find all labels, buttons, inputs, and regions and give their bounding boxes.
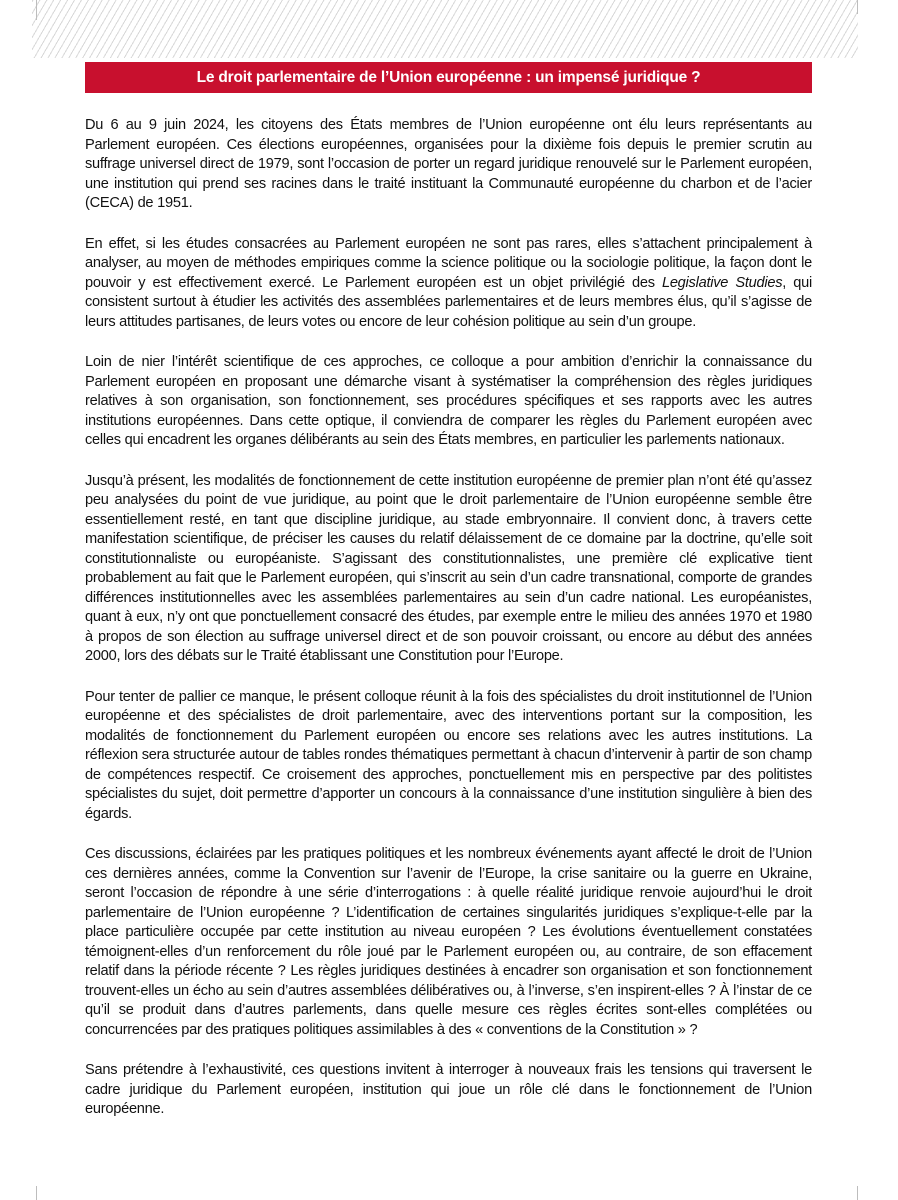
page-title-banner — [85, 62, 812, 93]
document-body — [85, 116, 812, 1141]
paragraph-4: Jusqu’à présent, les modalités de fonctionnement de cette institution européenne de premier plan n’ont été qu’assez peu analysées du point de vue juridique, au point que le droit parlementaire de l’Union européenne semble être essentiellement resté, en tant que discipline juridique, au stade embryonnaire. Il convient donc, à travers cette manifestation scientifique, de préciser les causes du relatif délaissement de ce domaine par la doctrine, qu’elle soit constitutionnaliste ou européaniste. S’agissant des constitutionnalistes, une première clé explicative tient probablement au fait que le Parlement européen, qui s’inscrit au sein d’un cadre transnational, comporte de grandes différences institutionnelles avec les assemblées parlementaires au sein d’un cadre national. Les européanistes, quant à eux, n’y ont que ponctuellement consacré des études, par exemple entre le milieu des années 1970 et 1980 à propos de son élection au suffrage universel direct et de son pouvoir croissant, ou encore au début des années 2000, lors des débats sur le Traité établissant une Constitution pour l’Europe. — [85, 472, 812, 664]
paragraph-5: Pour tenter de pallier ce manque, le présent colloque réunit à la fois des spécialistes du droit institutionnel de l’Union européenne et des spécialistes de droit parlementaire, avec des interventions portant sur la composition, les modalités de fonctionnement du Parlement européen ou encore ses relations avec les autres institutions. La réflexion sera structurée autour de tables rondes thématiques permettant à chacun d’intervenir à partir de son champ de compétences respectif. Ce croisement des approches, ponctuellement mis en perspective par des politistes spécialistes du sujet, doit permettre d’apporter un concours à la connaissance d’une institution singulière à bien des égards. — [85, 688, 812, 822]
page-title: Le droit parlementaire de l’Union européenne : un impensé juridique ? — [196, 68, 701, 86]
decorative-hatch-band — [32, 0, 858, 58]
paragraph-3: Loin de nier l’intérêt scientifique de ces approches, ce colloque a pour ambition d’enrichir la connaissance du Parlement européen en proposant une démarche visant à systématiser la compréhension des règles juridiques relatives à son organisation, son fonctionnement, ses procédures spécifiques et ses rapports avec les autres institutions européennes. Dans cette optique, il conviendra de comparer les règles du Parlement européen avec celles qui encadrent les organes délibérants au sein des États membres, en particulier les parlements nationaux. — [85, 354, 812, 448]
paragraph-1: Du 6 au 9 juin 2024, les citoyens des États membres de l’Union européenne ont élu leurs représentants au Parlement européen. Ces élections européennes, organisées pour la dixième fois depuis le premier scrutin au suffrage universel direct de 1979, sont l’occasion de porter un regard juridique renouvelé sur le Parlement européen, une institution qui prend ses racines dans le traité instituant la Communauté européenne du charbon et de l’acier (CECA) de 1951. — [85, 117, 812, 211]
paragraph-7: Sans prétendre à l’exhaustivité, ces questions invitent à interroger à nouveaux frais les tensions qui traversent le cadre juridique du Parlement européen, institution qui joue un rôle clé dans le fonctionnement de l’Union européenne. — [85, 1062, 812, 1117]
crop-mark-bottom-right — [857, 1186, 858, 1200]
crop-mark-top-right — [857, 0, 858, 14]
crop-mark-top-left — [36, 0, 37, 20]
paragraph-6: Ces discussions, éclairées par les pratiques politiques et les nombreux événements ayant affecté le droit de l’Union ces dernières années, comme la Convention sur l’avenir de l’Europe, la crise sanitaire ou la guerre en Ukraine, seront l’occasion de répondre à une série d’interrogations : à quelle réalité juridique renvoie aujourd’hui le droit parlementaire de l’Union européenne ? L’identification de certaines singularités juridiques s’explique-t-elle par la place particulière occupée par cette institution au niveau européen ? Les évolutions éventuellement constatées témoignent-elles d’un renforcement du rôle joué par le Parlement européen ou, au contraire, de son effacement relatif dans la période récente ? Les règles juridiques destinées à encadrer son organisation et son fonctionnement trouvent-elles un écho au sein d’autres assemblées délibératives ou, à l’inverse, s’en inspirent-elles ? À l’instar de ce qu’il se produit dans d’autres parlements, dans quelle mesure ces règles écrites sont-elles complétées ou concurrencées par des pratiques politiques assimilables à des « conventions de la Constitution » ? — [85, 846, 812, 1038]
paragraph-2-emphasis: Legislative Studies — [661, 274, 783, 291]
paragraph-2-after: , qui consistent surtout à étudier les activités des assemblées parlementaires et de leurs membres élus, qu’il s’agisse de leurs attitudes partisanes, de leurs votes ou encore de leur cohésion politique au sein d’un groupe. — [85, 274, 812, 330]
paragraph-2-before: En effet, si les études consacrées au Parlement européen ne sont pas rares, elles s’attachent principalement à analyser, au moyen de méthodes empiriques comme la science politique ou la sociologie politique, la façon dont le pouvoir y est effectivement exercé. Le Parlement européen est un objet privilégié des — [85, 235, 812, 291]
crop-mark-bottom-left — [36, 1186, 37, 1200]
paragraph-2 — [85, 235, 812, 333]
